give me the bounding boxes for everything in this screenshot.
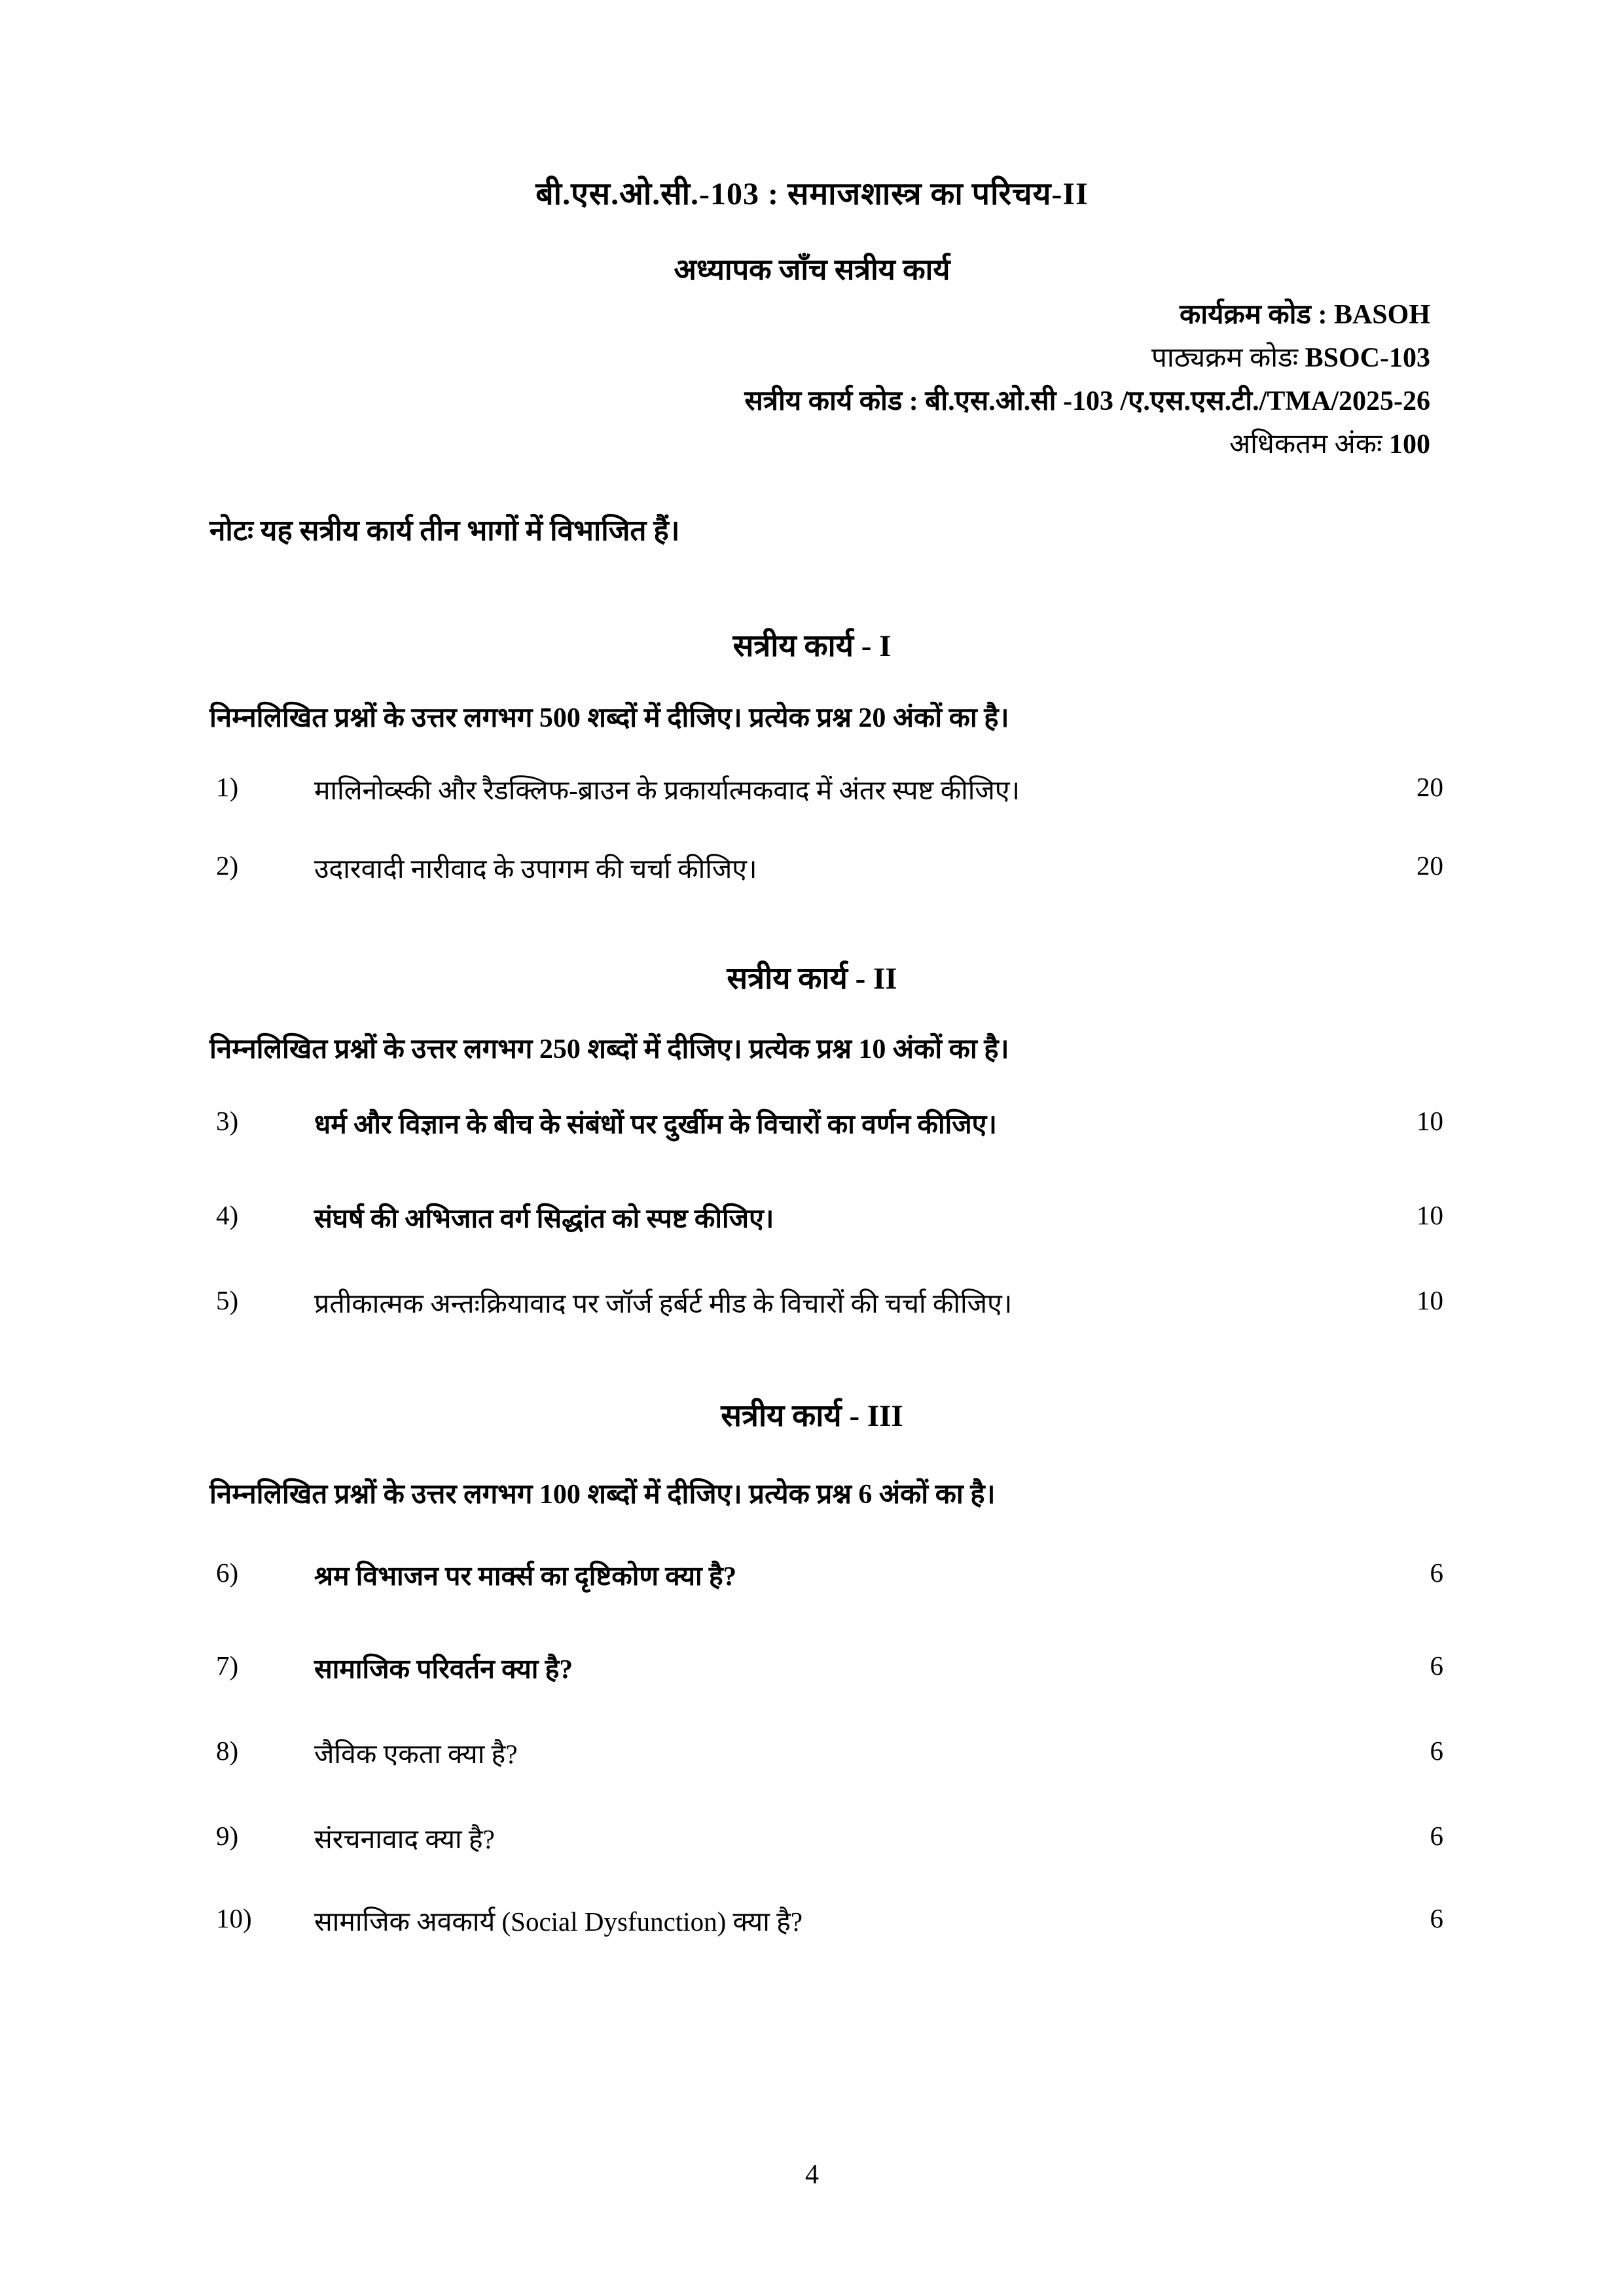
question-text: धर्म और विज्ञान के बीच के संबंधों पर दुर्खीम के विचारों का वर्णन कीजिए। [314,1109,997,1139]
page-number: 4 [805,2160,819,2190]
question-number: 7) [216,1650,239,1681]
question-text: संरचनावाद क्या है? [314,1824,495,1854]
max-marks-value: 100 [1389,429,1430,460]
document-subtitle: अध्यापक जाँच सत्रीय कार्य [674,253,950,286]
course-code-line [744,337,1430,380]
question-text: प्रतीकात्मक अन्तःक्रियावाद पर जॉर्ज हर्बर्ट मीड के विचारों की चर्चा कीजिए। [314,1288,1013,1319]
section-3-instruction: निम्नलिखित प्रश्नों के उत्तर लगभग 100 शब्दों में दीजिए। प्रत्येक प्रश्न 6 अंकों का है। [209,1480,996,1510]
question-marks: 20 [1416,772,1443,802]
question-row-10 [216,1903,1443,1939]
question-number: 1) [216,772,239,802]
question-row-4 [216,1199,1443,1236]
question-text: सामाजिक परिवर्तन क्या है? [314,1654,573,1684]
question-text: मालिनोव्स्की और रैडक्लिफ-ब्राउन के प्रकार्यात्मकवाद में अंतर स्पष्ट कीजिए। [314,775,1020,805]
programme-code-line [744,293,1430,337]
question-row-6 [216,1557,1443,1594]
section-1-heading: सत्रीय कार्य - I [732,629,892,663]
section-2-instruction: निम्नलिखित प्रश्नों के उत्तर लगभग 250 शब्दों में दीजिए। प्रत्येक प्रश्न 10 अंकों का है। [209,1034,1009,1065]
question-marks: 6 [1430,1903,1443,1933]
assignment-code-value: बी.एस.ओ.सी -103 /ए.एस.एस.टी./TMA/2025-26 [925,386,1430,416]
course-code-block [744,293,1430,466]
question-row-7 [216,1650,1443,1686]
programme-code-value: BASOH [1333,300,1430,330]
question-marks: 6 [1430,1558,1443,1588]
question-number: 3) [216,1106,239,1136]
course-code-value: BSOC-103 [1305,343,1430,373]
question-text: सामाजिक अवकार्य (Social Dysfunction) क्या है? [314,1906,803,1937]
max-marks-label: अधिकतम अंकः [1229,429,1389,460]
question-row-5 [216,1285,1443,1321]
question-marks: 10 [1416,1200,1443,1230]
note-text: नोटः यह सत्रीय कार्य तीन भागों में विभाजित हैं। [209,515,680,547]
question-marks: 20 [1416,850,1443,881]
question-marks: 6 [1430,1821,1443,1851]
question-number: 9) [216,1821,239,1851]
question-marks: 6 [1430,1736,1443,1766]
question-text: जैविक एकता क्या है? [314,1739,518,1769]
question-row-1 [216,771,1443,808]
question-row-2 [216,850,1443,886]
course-code-label: पाठ्यक्रम कोडः [1151,343,1305,373]
question-number: 4) [216,1200,239,1230]
assignment-code-line [744,380,1430,423]
question-number: 2) [216,850,239,881]
question-text: संघर्ष की अभिजात वर्ग सिद्धांत को स्पष्ट कीजिए। [314,1203,774,1233]
question-number: 8) [216,1736,239,1766]
question-marks: 10 [1416,1285,1443,1315]
question-number: 5) [216,1285,239,1315]
question-text: श्रम विभाजन पर मार्क्स का दृष्टिकोण क्या है? [314,1561,737,1591]
question-text: उदारवादी नारीवाद के उपागम की चर्चा कीजिए। [314,854,757,884]
question-marks: 10 [1416,1106,1443,1136]
question-number: 10) [216,1903,252,1933]
document-title: बी.एस.ओ.सी.-103 : समाजशास्त्र का परिचय-II [535,177,1089,211]
question-marks: 6 [1430,1650,1443,1681]
question-number: 6) [216,1558,239,1588]
assignment-code-label: सत्रीय कार्य कोड : [744,386,926,416]
section-1-instruction: निम्नलिखित प्रश्नों के उत्तर लगभग 500 शब्दों में दीजिए। प्रत्येक प्रश्न 20 अंकों का है। [209,703,1009,733]
programme-code-label: कार्यक्रम कोड : [1179,300,1334,330]
question-row-3 [216,1105,1443,1142]
max-marks-line [744,423,1430,466]
section-3-heading: सत्रीय कार्य - III [721,1399,903,1433]
question-row-9 [216,1820,1443,1857]
section-2-heading: सत्रीय कार्य - II [727,962,897,996]
question-row-8 [216,1735,1443,1772]
